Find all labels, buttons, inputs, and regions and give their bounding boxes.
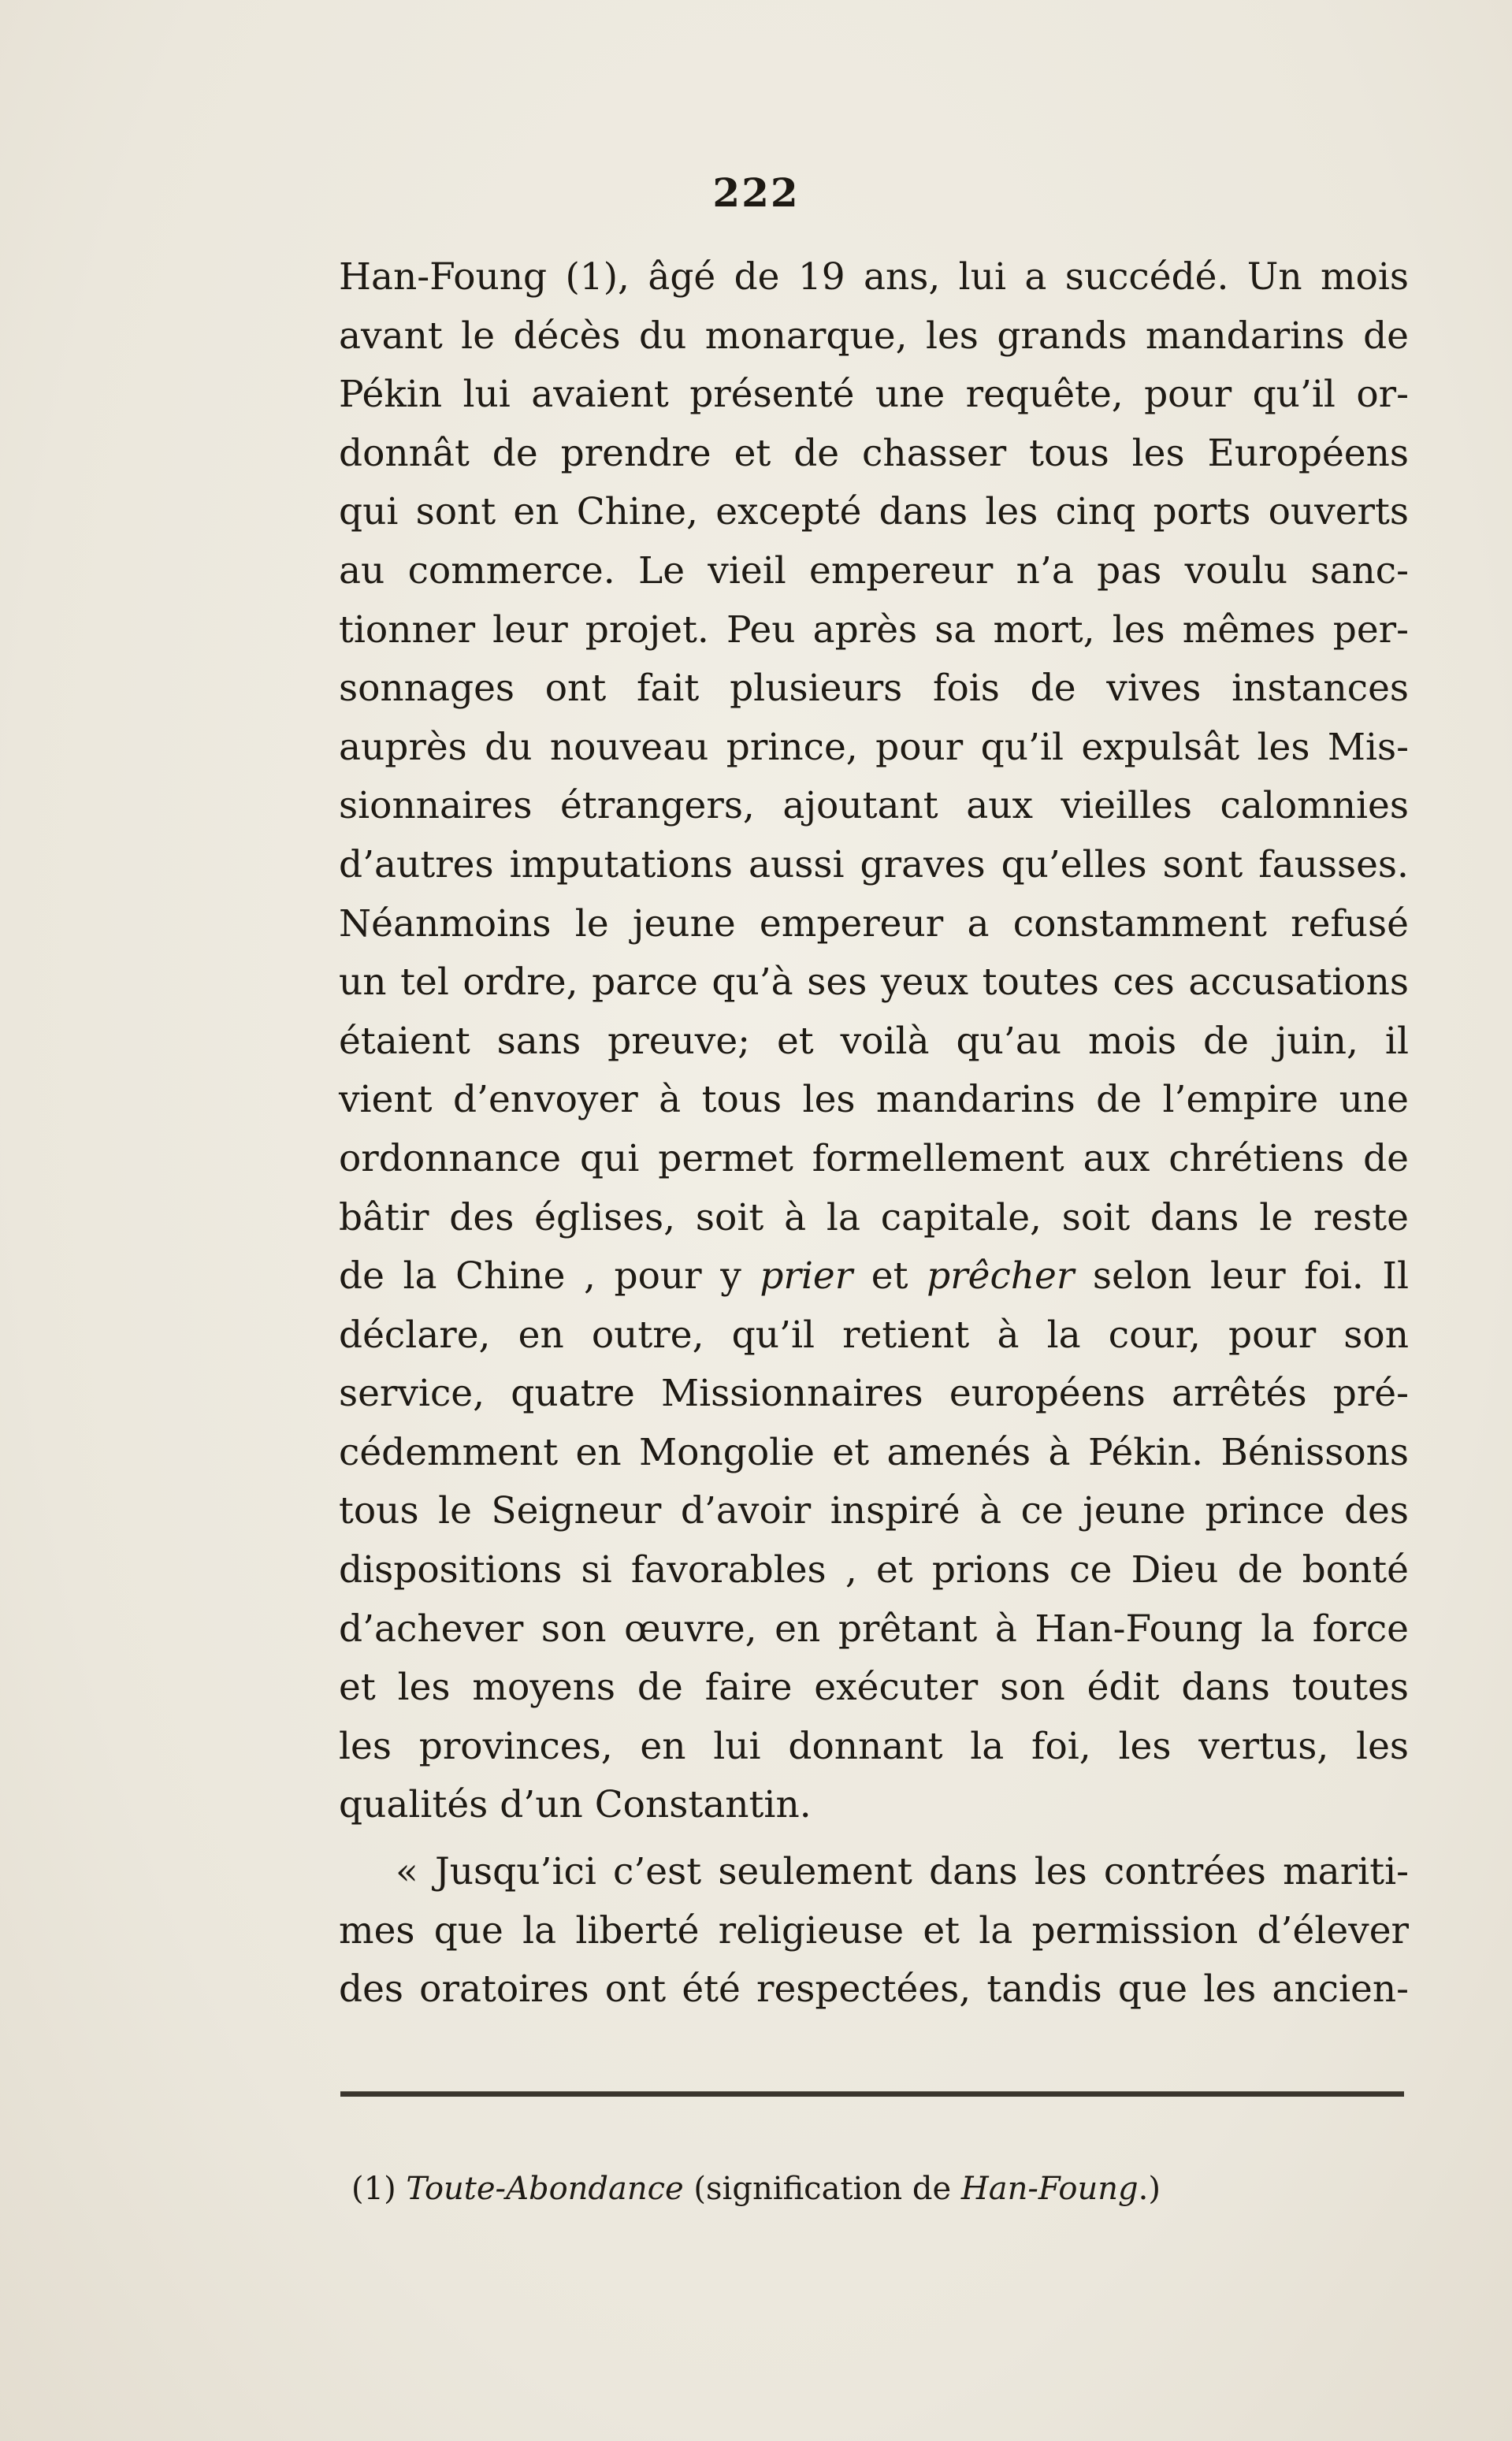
text-line: cédemment en Mongolie et amenés à Pékin. Bénissons	[339, 1430, 1409, 1474]
text-line: bâtir des églises, soit à la capitale, soit dans le reste	[339, 1195, 1409, 1239]
text-line: Pékin lui avaient présenté une requête, pour qu’il or-	[339, 373, 1409, 417]
text-run: selon leur foi. Il	[1074, 1254, 1409, 1299]
text-line: « Jusqu’ici c’est seulement dans les contrées mariti-	[396, 1850, 1409, 1894]
footnote-marker: (1)	[351, 2171, 407, 2207]
text-line: ordonnance qui permet formellement aux chrétiens de	[339, 1136, 1409, 1180]
text-run: et	[853, 1254, 927, 1299]
text-line: tous le Seigneur d’avoir inspiré à ce jeune prince des	[339, 1489, 1409, 1533]
text-run: de la Chine , pour y	[339, 1254, 760, 1299]
text-line: donnât de prendre et de chasser tous les Européens	[339, 431, 1409, 475]
text-line: sonnages ont fait plusieurs fois de vives instances	[339, 667, 1409, 711]
text-line: vient d’envoyer à tous les mandarins de l’empire une	[339, 1078, 1409, 1122]
text-line: et les moyens de faire exécuter son édit dans toutes	[339, 1666, 1409, 1710]
text-line: d’achever son œuvre, en prêtant à Han-Foung la force	[339, 1607, 1409, 1651]
text-line: sionnaires étrangers, ajoutant aux vieilles calomnies	[339, 784, 1409, 828]
text-line: un tel ordre, parce qu’à ses yeux toutes ces accusations	[339, 960, 1409, 1005]
text-line: auprès du nouveau prince, pour qu’il expulsât les Mis-	[339, 725, 1409, 769]
footnote-rule	[340, 2091, 1404, 2097]
footnote-italic: Han-Foung	[960, 2171, 1139, 2207]
text-line: déclare, en outre, qu’il retient à la cour, pour son	[339, 1313, 1409, 1357]
footnote-text: (signification de	[683, 2171, 961, 2207]
text-line: des oratoires ont été respectées, tandis que les ancien-	[339, 1967, 1409, 2012]
text-line: tionner leur projet. Peu après sa mort, les mêmes per-	[339, 607, 1409, 652]
text-line: les provinces, en lui donnant la foi, les vertus, les	[339, 1724, 1409, 1768]
footnote	[0, 2171, 1512, 2207]
body-text	[339, 248, 1409, 2019]
text-line: d’autres imputations aussi graves qu’elles sont fausses.	[339, 842, 1409, 886]
text-line: Néanmoins le jeune empereur a constamment refusé	[339, 901, 1409, 946]
italic-word-precher: prêcher	[927, 1254, 1075, 1299]
text-line: qualités d’un Constantin.	[339, 1783, 812, 1827]
italic-word-prier: prier	[760, 1254, 853, 1299]
text-line-italics	[339, 1247, 1409, 1306]
page-number: 222	[712, 169, 800, 216]
text-line: qui sont en Chine, excepté dans les cinq ports ouverts	[339, 490, 1409, 534]
footnote-italic: Toute-Abondance	[406, 2171, 684, 2207]
text-line: au commerce. Le vieil empereur n’a pas voulu sanc-	[339, 548, 1409, 593]
text-line: mes que la liberté religieuse et la permission d’élever	[339, 1908, 1409, 1952]
text-line: étaient sans preuve; et voilà qu’au mois de juin, il	[339, 1019, 1409, 1063]
text-line: service, quatre Missionnaires européens arrêtés pré-	[339, 1372, 1409, 1416]
footnote-text: .)	[1138, 2171, 1161, 2207]
text-line: dispositions si favorables , et prions ce Dieu de bonté	[339, 1548, 1409, 1592]
text-line: Han-Foung (1), âgé de 19 ans, lui a succédé. Un mois	[339, 255, 1409, 299]
text-line: avant le décès du monarque, les grands mandarins de	[339, 314, 1409, 358]
